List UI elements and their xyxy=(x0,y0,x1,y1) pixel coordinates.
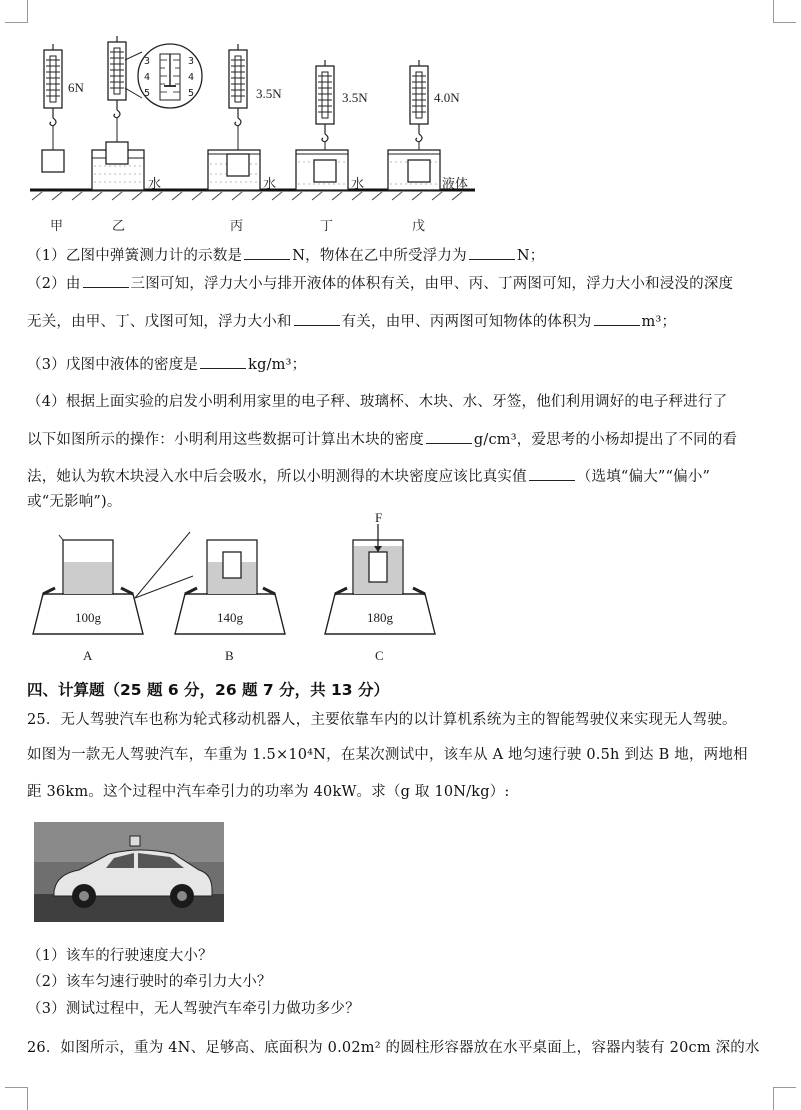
figure-label-wu: 戊 xyxy=(412,219,426,234)
answer-blank[interactable] xyxy=(469,247,515,260)
answer-blank[interactable] xyxy=(426,431,472,444)
answer-blank[interactable] xyxy=(200,356,246,369)
liquid-label-ding: 水 xyxy=(351,177,365,192)
figure-label-ding: 丁 xyxy=(320,219,334,234)
problem-25-line: 25．无人驾驶汽车也称为轮式移动机器人，主要依靠车内的以计算机系统为主的智能驾驶仪来实现无人驾驶。 xyxy=(27,712,737,728)
reading-bing: 3.5N xyxy=(256,86,282,101)
figure-label-c: C xyxy=(375,648,384,663)
question-line: 法，她认为软木块浸入水中后会吸水，所以小明测得的木块密度应该比真实值 （选填“偏大”“偏小” xyxy=(27,469,711,485)
buoyancy-experiment-figure xyxy=(20,30,500,240)
electronic-scale-figure xyxy=(25,512,445,672)
scale-reading-a: 100g xyxy=(75,610,101,625)
liquid-label-bing: 水 xyxy=(263,177,277,192)
question-line: 以下如图所示的操作：小明利用这些数据可计算出木块的密度 g/cm³，爱思考的小杨却提出了不同的看 xyxy=(27,432,738,448)
corner-mark xyxy=(773,1087,796,1110)
corner-mark xyxy=(5,0,28,23)
problem-25-subquestion: （1）该车的行驶速度大小？ xyxy=(27,948,213,964)
driverless-car-photo xyxy=(34,822,224,922)
figure-label-b: B xyxy=(225,648,234,663)
scale-mark: 3 xyxy=(188,56,195,67)
liquid-label-wu: 液体 xyxy=(442,177,469,192)
question-line: （2）由 三图可知，浮力大小与排开液体的体积有关，由甲、丙、丁两图可知，浮力大小和浸没的深度 xyxy=(27,276,734,292)
liquid-label-yi: 水 xyxy=(148,177,162,192)
answer-blank[interactable] xyxy=(294,313,340,326)
problem-25-line: 如图为一款无人驾驶汽车，车重为 1.5×10⁴N，在某次测试中，该车从 A 地匀速行驶 0.5h 到达 B 地，两地相 xyxy=(27,747,748,763)
problem-25-subquestion: （2）该车匀速行驶时的牵引力大小？ xyxy=(27,974,272,990)
question-line: （1）乙图中弹簧测力计的示数是 N，物体在乙中所受浮力为 N； xyxy=(27,248,545,264)
answer-blank[interactable] xyxy=(594,313,640,326)
corner-mark xyxy=(5,1087,28,1110)
scale-reading-c: 180g xyxy=(367,610,393,625)
answer-blank[interactable] xyxy=(83,275,129,288)
question-line: 或“无影响”)。 xyxy=(27,494,122,510)
section-heading: 四、计算题（25 题 6 分，26 题 7 分，共 13 分） xyxy=(27,681,389,699)
scale-mark: 4 xyxy=(144,72,151,83)
figure-label-jia: 甲 xyxy=(50,219,64,234)
scale-mark: 5 xyxy=(144,88,151,99)
reading-wu: 4.0N xyxy=(434,90,460,105)
question-line: 无关，由甲、丁、戊图可知，浮力大小和 有关，由甲、丙两图可知物体的体积为 m³； xyxy=(27,314,677,330)
reading-jia: 6N xyxy=(68,80,84,95)
question-line: （4）根据上面实验的启发小明利用家里的电子秤、玻璃杯、木块、水、牙签，他们利用调好的电子秤进行了 xyxy=(27,394,728,410)
answer-blank[interactable] xyxy=(529,468,575,481)
problem-25-subquestion: （3）测试过程中，无人驾驶汽车牵引力做功多少？ xyxy=(27,1001,360,1017)
figure-label-a: A xyxy=(83,648,93,663)
problem-25-line: 距 36km。这个过程中汽车牵引力的功率为 40kW。求（g 取 10N/kg）: xyxy=(27,784,510,800)
problem-26-line: 26．如图所示，重为 4N、足够高、底面积为 0.02m² 的圆柱形容器放在水平桌面上，容器内装有 20cm 深的水 xyxy=(27,1040,760,1056)
answer-blank[interactable] xyxy=(244,247,290,260)
scale-mark: 5 xyxy=(188,88,195,99)
question-line: （3）戊图中液体的密度是 kg/m³； xyxy=(27,357,307,373)
figure-label-yi: 乙 xyxy=(112,219,126,234)
figure-label-bing: 丙 xyxy=(230,219,244,234)
corner-mark xyxy=(773,0,796,23)
reading-ding: 3.5N xyxy=(342,90,368,105)
scale-reading-b: 140g xyxy=(217,610,243,625)
scale-mark: 4 xyxy=(188,72,195,83)
force-label: F xyxy=(375,512,383,525)
scale-mark: 3 xyxy=(144,56,151,67)
